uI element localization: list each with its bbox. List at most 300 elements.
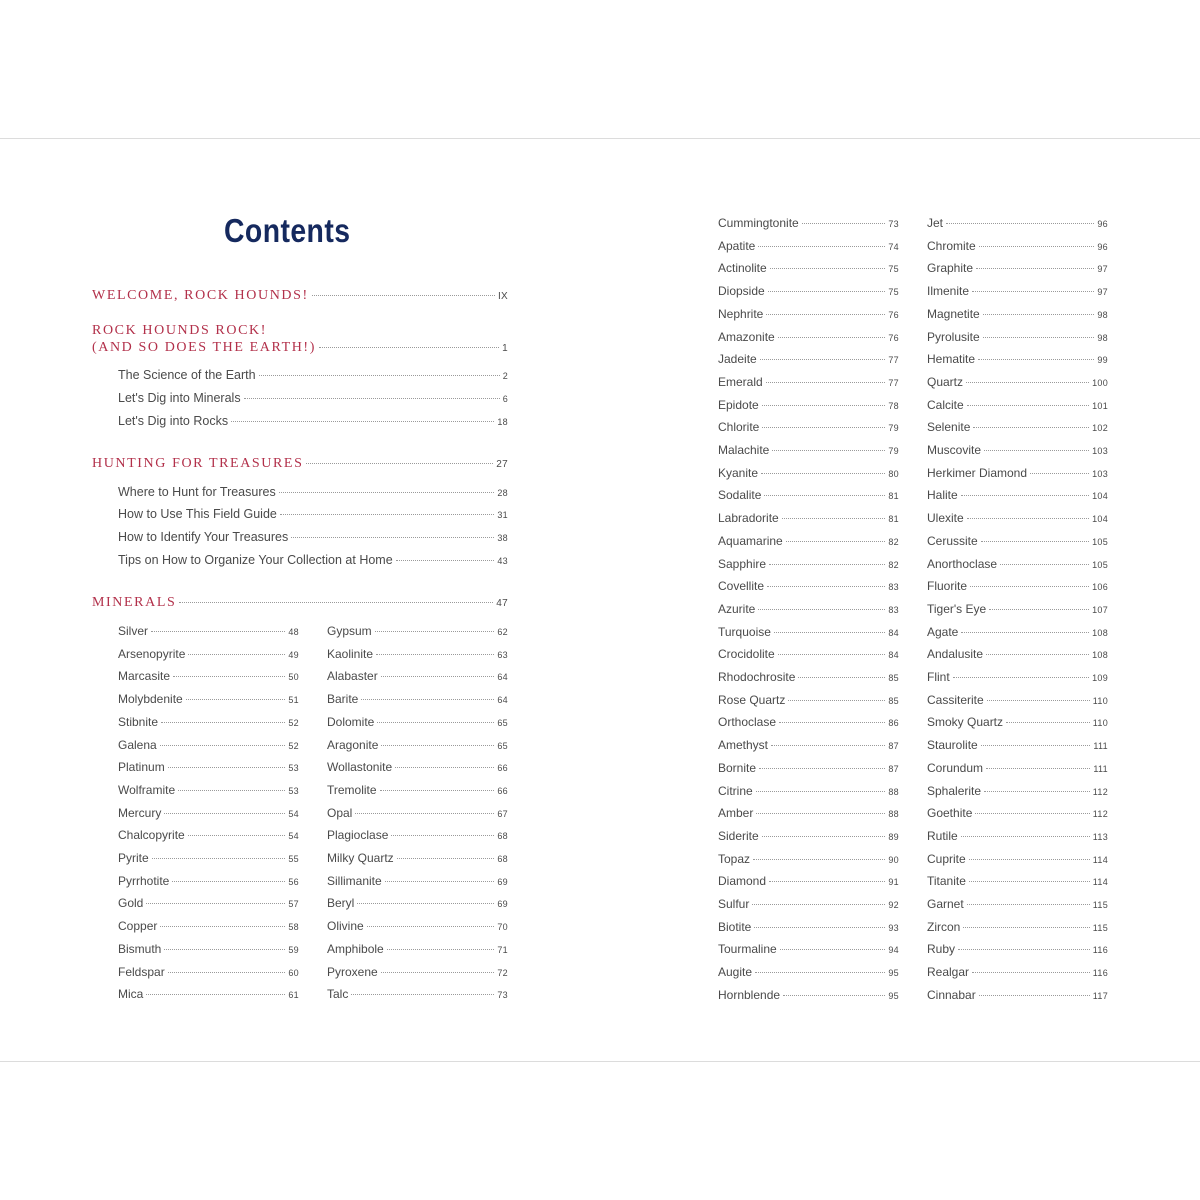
page-number: 87 xyxy=(888,741,899,752)
leader-dots xyxy=(989,609,1089,610)
page-number: 64 xyxy=(497,695,508,706)
leader-dots xyxy=(367,926,495,927)
mineral-name: Herkimer Diamond xyxy=(927,465,1028,480)
leader-dots xyxy=(758,246,885,247)
leader-dots xyxy=(972,972,1090,973)
mineral-entry xyxy=(718,693,899,707)
mineral-name: Quartz xyxy=(927,374,964,389)
mineral-name: Dolomite xyxy=(327,714,375,729)
leader-dots xyxy=(761,473,885,474)
mineral-name: Kaolinite xyxy=(327,646,374,661)
mineral-name: Calcite xyxy=(927,397,964,412)
mineral-entry xyxy=(927,965,1108,979)
mineral-name: Nephrite xyxy=(718,306,764,321)
page-number: 65 xyxy=(497,717,508,728)
mineral-name: Garnet xyxy=(927,897,964,911)
mineral-name: Cummingtonite xyxy=(718,216,799,230)
page-number: 94 xyxy=(888,945,899,956)
leader-dots xyxy=(164,949,285,950)
mineral-name: Hornblende xyxy=(718,987,781,1002)
mineral-entry xyxy=(927,738,1108,752)
mineral-name: Bismuth xyxy=(118,941,162,956)
leader-dots xyxy=(291,537,494,538)
mineral-entry xyxy=(927,670,1108,684)
page-number: 109 xyxy=(1092,673,1108,683)
mineral-entry xyxy=(927,239,1108,253)
mineral-name: Pyrite xyxy=(118,851,149,865)
mineral-entry xyxy=(327,851,508,865)
page-number: 75 xyxy=(888,287,899,298)
leader-dots xyxy=(375,631,495,632)
mineral-name: Barite xyxy=(327,692,359,707)
mineral-entry xyxy=(927,261,1108,275)
mineral-entry xyxy=(327,942,508,956)
leader-dots xyxy=(778,337,886,338)
mineral-name: Mercury xyxy=(118,805,162,820)
mineral-name: Beryl xyxy=(327,896,355,911)
page-number: 80 xyxy=(888,468,899,479)
mineral-name: Alabaster xyxy=(327,669,378,684)
page-number: 60 xyxy=(288,967,299,978)
page-number: 62 xyxy=(497,627,508,637)
leader-dots xyxy=(970,586,1089,587)
mineral-name: Sapphire xyxy=(718,556,767,571)
page-number: 115 xyxy=(1092,922,1108,933)
leader-dots xyxy=(385,881,495,882)
leader-dots xyxy=(752,904,885,905)
leader-dots xyxy=(756,791,886,792)
mineral-name: Mica xyxy=(118,987,144,1002)
mineral-entry xyxy=(927,352,1108,366)
page-number: 79 xyxy=(888,423,899,434)
mineral-name: Augite xyxy=(718,965,753,980)
mineral-name: Tourmaline xyxy=(718,942,777,957)
page-number: 72 xyxy=(497,967,508,978)
mineral-name: Cuprite xyxy=(927,851,966,866)
leader-dots xyxy=(381,972,495,973)
page-number: 69 xyxy=(497,876,508,887)
page-number: 82 xyxy=(888,559,899,570)
mineral-entry xyxy=(718,239,899,253)
page-number: 78 xyxy=(888,400,899,411)
leader-dots xyxy=(762,836,886,837)
page-number: 68 xyxy=(497,831,508,842)
mineral-entry xyxy=(118,942,299,956)
mineral-entry xyxy=(327,874,508,888)
mineral-name: Aquamarine xyxy=(718,533,783,548)
mineral-name: Graphite xyxy=(927,261,974,276)
page-number: 84 xyxy=(888,627,899,638)
mineral-entry xyxy=(718,352,899,366)
mineral-entry xyxy=(718,284,899,298)
leader-dots xyxy=(963,927,1089,928)
mineral-name: Pyroxene xyxy=(327,964,378,979)
mineral-name: Feldspar xyxy=(118,964,165,979)
toc-entry-science-of-earth xyxy=(118,368,508,382)
leader-dots xyxy=(160,926,285,927)
leader-dots xyxy=(1030,473,1089,474)
leader-dots xyxy=(768,291,886,292)
mineral-entry xyxy=(118,760,299,774)
leader-dots xyxy=(961,495,1089,496)
page-number: 111 xyxy=(1093,741,1108,752)
leader-dots xyxy=(972,291,1094,292)
mineral-entry xyxy=(927,488,1108,502)
mineral-name: Pyrrhotite xyxy=(118,873,170,888)
mineral-name: Rose Quartz xyxy=(718,692,786,707)
page-number: 51 xyxy=(288,695,299,706)
mineral-name: Galena xyxy=(118,737,157,752)
toc-entry-field-guide xyxy=(118,507,508,521)
mineral-name: Talc xyxy=(327,987,349,1002)
page-number: 85 xyxy=(888,695,899,706)
leader-dots xyxy=(774,632,885,633)
leader-dots xyxy=(778,654,886,655)
entry-label: Let's Dig into Rocks xyxy=(118,414,229,428)
page-number: 100 xyxy=(1092,377,1108,388)
mineral-entry xyxy=(327,738,508,752)
leader-dots xyxy=(377,722,494,723)
mineral-name: Platinum xyxy=(118,760,165,775)
leader-dots xyxy=(802,223,886,224)
section-welcome xyxy=(92,288,508,304)
mineral-name: Sphalerite xyxy=(927,783,982,798)
leader-dots xyxy=(779,722,885,723)
leader-dots xyxy=(381,676,495,677)
page-number: 83 xyxy=(888,604,899,615)
leader-dots xyxy=(244,398,500,399)
leader-dots xyxy=(351,994,494,995)
page-number: 83 xyxy=(888,582,899,593)
page-number: 18 xyxy=(497,417,508,427)
page-number: 111 xyxy=(1093,763,1108,774)
mineral-name: Copper xyxy=(118,919,158,934)
page-number: 104 xyxy=(1092,514,1108,525)
leader-dots xyxy=(758,609,885,610)
leader-dots xyxy=(979,995,1090,996)
page-number: 96 xyxy=(1097,219,1108,229)
leader-dots xyxy=(188,654,285,655)
section-label-line1: ROCK HOUNDS ROCK! xyxy=(92,323,267,338)
leader-dots xyxy=(783,995,885,996)
leader-dots xyxy=(161,722,285,723)
mineral-entry xyxy=(927,557,1108,571)
page-number: 97 xyxy=(1097,287,1108,298)
mineral-name: Zircon xyxy=(927,919,961,934)
page-number: 113 xyxy=(1092,831,1108,842)
page-number: 53 xyxy=(288,763,299,774)
leader-dots xyxy=(306,463,493,464)
mineral-entry xyxy=(718,829,899,843)
mineral-entry xyxy=(118,896,299,910)
page-number: 77 xyxy=(888,377,899,388)
mineral-name: Crocidolite xyxy=(718,647,775,662)
leader-dots xyxy=(152,858,286,859)
leader-dots xyxy=(986,654,1089,655)
page-number: 85 xyxy=(888,673,899,683)
page-number: 104 xyxy=(1092,491,1108,502)
toc-entry-where-to-hunt xyxy=(118,485,508,499)
mineral-entry xyxy=(927,216,1108,230)
mineral-name: Chlorite xyxy=(718,420,760,435)
mineral-name: Stibnite xyxy=(118,714,159,729)
mineral-name: Molybdenite xyxy=(118,692,183,707)
mineral-name: Halite xyxy=(927,488,958,503)
section-label-line2: (AND SO DOES THE EARTH!) xyxy=(92,340,316,355)
mineral-entry xyxy=(718,942,899,956)
leader-dots xyxy=(969,859,1090,860)
page-number: 6 xyxy=(502,394,508,404)
mineral-entry xyxy=(927,375,1108,389)
leader-dots xyxy=(767,586,885,587)
page-number: 117 xyxy=(1092,990,1108,1001)
mineral-name: Ilmenite xyxy=(927,284,970,299)
mineral-entry xyxy=(718,784,899,798)
mineral-name: Cinnabar xyxy=(927,987,976,1002)
mineral-entry xyxy=(927,511,1108,525)
leader-dots xyxy=(279,492,495,493)
leader-dots xyxy=(771,745,885,746)
leader-dots xyxy=(975,813,1089,814)
mineral-entry xyxy=(327,715,508,729)
leader-dots xyxy=(976,268,1094,269)
mineral-name: Magnetite xyxy=(927,306,980,321)
mineral-name: Chalcopyrite xyxy=(118,828,185,843)
leader-dots xyxy=(760,359,886,360)
mineral-entry xyxy=(718,261,899,275)
mineral-name: Citrine xyxy=(718,783,753,798)
mineral-name: Staurolite xyxy=(927,738,978,753)
leader-dots xyxy=(755,972,885,973)
page-number: 115 xyxy=(1092,900,1108,910)
mineral-entry xyxy=(927,942,1108,956)
mineral-entry xyxy=(718,307,899,321)
mineral-name: Cerussite xyxy=(927,533,978,548)
leader-dots xyxy=(1000,564,1089,565)
toc-entry-organize xyxy=(118,553,508,567)
mineral-name: Cassiterite xyxy=(927,692,984,707)
page-number: 90 xyxy=(888,854,899,865)
mineral-entry xyxy=(718,874,899,888)
leader-dots xyxy=(754,927,885,928)
page-number: 110 xyxy=(1092,695,1108,706)
toc-entry-dig-minerals xyxy=(118,391,508,405)
leader-dots xyxy=(984,791,1090,792)
leader-dots xyxy=(355,813,494,814)
mineral-name: Topaz xyxy=(718,851,751,866)
mineral-entry xyxy=(927,466,1108,480)
section-rock-hounds-rock xyxy=(92,321,267,340)
leader-dots xyxy=(958,949,1090,950)
leader-dots xyxy=(376,654,494,655)
mineral-name: Realgar xyxy=(927,965,970,980)
mineral-name: Gold xyxy=(118,896,144,911)
mineral-entry xyxy=(927,443,1108,457)
mineral-name: Siderite xyxy=(718,828,759,843)
mineral-entry xyxy=(718,738,899,752)
leader-dots xyxy=(782,518,886,519)
leader-dots xyxy=(1006,722,1090,723)
leader-dots xyxy=(186,699,286,700)
mineral-entry xyxy=(718,579,899,593)
mineral-entry xyxy=(718,466,899,480)
mineral-name: Amethyst xyxy=(718,738,769,753)
mineral-name: Rutile xyxy=(927,828,958,843)
page-number: 102 xyxy=(1092,423,1108,434)
page-number: 52 xyxy=(288,740,299,751)
page-title: Contents xyxy=(224,212,351,249)
page-number: 88 xyxy=(888,809,899,820)
page-number: 84 xyxy=(888,650,899,661)
mineral-entry xyxy=(927,625,1108,639)
page-number: 95 xyxy=(888,990,899,1001)
leader-dots xyxy=(969,881,1090,882)
mineral-name: Bornite xyxy=(718,760,757,775)
mineral-entry xyxy=(718,715,899,729)
leader-dots xyxy=(280,514,495,515)
mineral-entry xyxy=(927,852,1108,866)
page-number: 107 xyxy=(1092,604,1108,615)
mineral-name: Smoky Quartz xyxy=(927,715,1004,730)
leader-dots xyxy=(391,835,494,836)
leader-dots xyxy=(946,223,1094,224)
mineral-entry xyxy=(118,738,299,752)
leader-dots xyxy=(766,382,886,383)
mineral-name: Actinolite xyxy=(718,261,767,276)
mineral-entry xyxy=(327,624,508,638)
leader-dots xyxy=(978,359,1094,360)
leader-dots xyxy=(986,768,1090,769)
page-number: 93 xyxy=(888,922,899,933)
section-hunting-for-treasures xyxy=(92,456,508,472)
mineral-name: Aragonite xyxy=(327,737,379,752)
page-number: 79 xyxy=(888,446,899,456)
page-number: 43 xyxy=(497,556,508,566)
mineral-entry xyxy=(718,761,899,775)
mineral-name: Tiger's Eye xyxy=(927,601,987,616)
mineral-name: Opal xyxy=(327,805,353,820)
entry-label: Where to Hunt for Treasures xyxy=(118,485,276,499)
mineral-name: Azurite xyxy=(718,601,756,616)
mineral-name: Jadeite xyxy=(718,352,757,367)
mineral-name: Fluorite xyxy=(927,579,968,594)
mineral-name: Chromite xyxy=(927,238,976,253)
mineral-entry xyxy=(718,443,899,457)
leader-dots xyxy=(357,903,494,904)
mineral-entry xyxy=(327,783,508,797)
mineral-name: Labradorite xyxy=(718,511,779,526)
page-number: 92 xyxy=(888,900,899,910)
page-number: 56 xyxy=(288,876,299,887)
toc-entry-identify xyxy=(118,530,508,544)
mineral-entry xyxy=(118,965,299,979)
mineral-entry xyxy=(118,715,299,729)
page-number: 59 xyxy=(288,944,299,955)
mineral-entry xyxy=(327,806,508,820)
page-number: 108 xyxy=(1092,650,1108,661)
page-number: 82 xyxy=(888,536,899,547)
mineral-entry xyxy=(327,760,508,774)
mineral-entry xyxy=(927,579,1108,593)
page-number: 116 xyxy=(1092,968,1108,979)
mineral-entry xyxy=(118,919,299,933)
page-number: 65 xyxy=(497,740,508,751)
mineral-entry xyxy=(718,988,899,1002)
page-number: 76 xyxy=(888,332,899,343)
page-number: 99 xyxy=(1097,355,1108,366)
page-number: 74 xyxy=(888,241,899,252)
page-number: 54 xyxy=(288,808,299,819)
mineral-name: Ulexite xyxy=(927,511,964,526)
mineral-entry xyxy=(118,647,299,661)
leader-dots xyxy=(981,541,1089,542)
mineral-entry xyxy=(118,828,299,842)
page-number: 103 xyxy=(1092,446,1108,456)
leader-dots xyxy=(759,768,885,769)
page-number: 95 xyxy=(888,968,899,979)
page-number: 2 xyxy=(502,371,508,381)
mineral-name: Milky Quartz xyxy=(327,851,394,865)
mineral-entry xyxy=(718,920,899,934)
page-number: 28 xyxy=(497,488,508,498)
leader-dots xyxy=(979,246,1095,247)
leader-dots xyxy=(961,632,1089,633)
page-number: 108 xyxy=(1092,627,1108,638)
mineral-name: Diopside xyxy=(718,284,765,299)
mineral-name: Ruby xyxy=(927,942,956,957)
leader-dots xyxy=(772,450,885,451)
mineral-entry xyxy=(118,987,299,1001)
mineral-name: Selenite xyxy=(927,420,971,435)
mineral-entry xyxy=(927,920,1108,934)
mineral-entry xyxy=(718,534,899,548)
leader-dots xyxy=(172,881,285,882)
mineral-entry xyxy=(118,669,299,683)
entry-label: The Science of the Earth xyxy=(118,368,256,382)
mineral-entry xyxy=(927,806,1108,820)
mineral-entry xyxy=(718,511,899,525)
page-number: 110 xyxy=(1092,718,1108,729)
mineral-entry xyxy=(718,852,899,866)
mineral-entry xyxy=(118,851,299,865)
page-number: 75 xyxy=(888,264,899,275)
mineral-name: Rhodochrosite xyxy=(718,670,796,684)
page-number: 105 xyxy=(1092,536,1108,547)
mineral-name: Sulfur xyxy=(718,897,750,911)
mineral-name: Biotite xyxy=(718,919,752,934)
mineral-name: Amphibole xyxy=(327,941,384,956)
mineral-name: Epidote xyxy=(718,397,759,412)
section-rock-hounds-rock-line2 xyxy=(92,340,508,356)
leader-dots xyxy=(967,904,1090,905)
page-number: 114 xyxy=(1092,854,1108,865)
page-number: 98 xyxy=(1097,309,1108,320)
page-number: 76 xyxy=(888,309,899,320)
leader-dots xyxy=(164,813,285,814)
mineral-name: Tremolite xyxy=(327,782,377,797)
leader-dots xyxy=(168,767,286,768)
mineral-entry xyxy=(327,896,508,910)
mineral-entry xyxy=(327,692,508,706)
page-number: 106 xyxy=(1092,582,1108,593)
mineral-entry xyxy=(718,557,899,571)
mineral-entry xyxy=(927,693,1108,707)
page-number: 97 xyxy=(1097,264,1108,275)
leader-dots xyxy=(168,972,286,973)
leader-dots xyxy=(387,949,495,950)
page-number: 66 xyxy=(497,763,508,774)
mineral-entry xyxy=(927,284,1108,298)
